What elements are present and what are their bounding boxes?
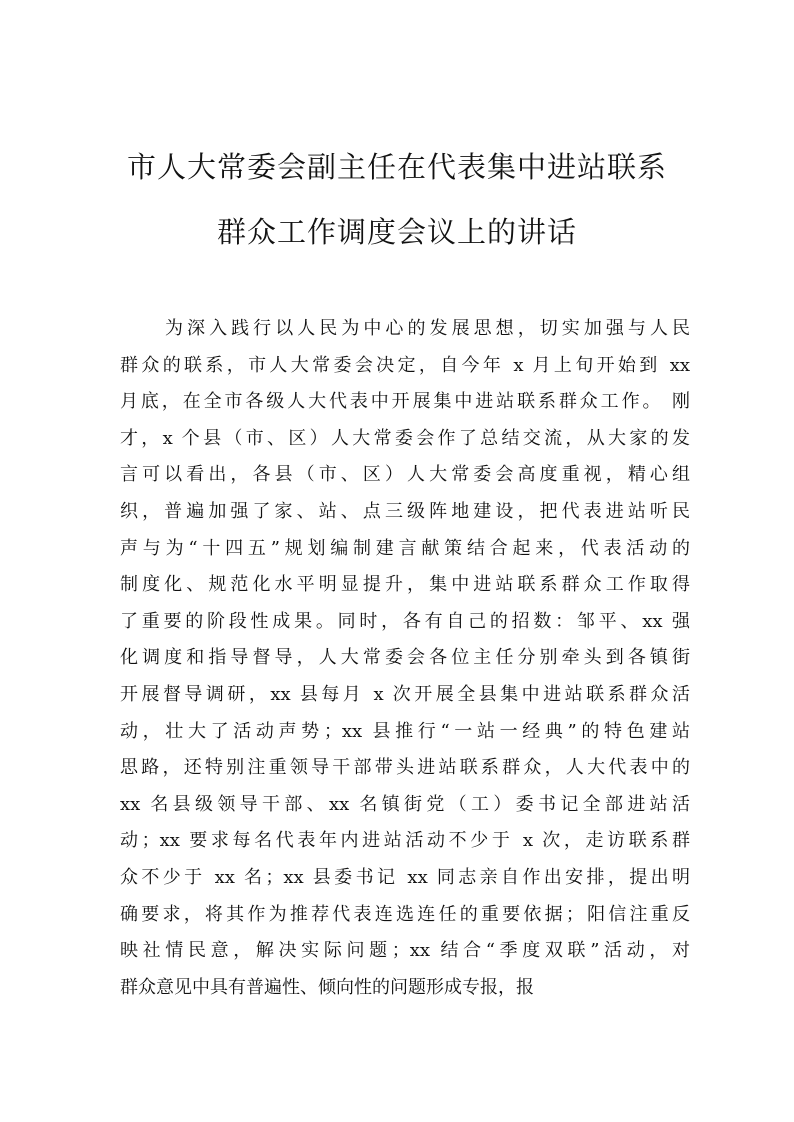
document-title-line-1: 市人大常委会副主任在代表集中进站联系 [126,150,667,184]
paragraph-line: 声与为“十四五”规划编制建言献策结合起来，代表活动的 [120,537,690,559]
paragraph-line: 动，壮大了活动声势；xx 县推行“一站一经典”的特色建站 [120,720,690,742]
paragraph-line: 思路，还特别注重领导干部带头进站联系群众，人大代表中的 [120,757,690,779]
paragraph-line: 开展督导调研，xx 县每月 x 次开展全县集中进站联系群众活 [120,683,690,705]
paragraph-line: 确要求，将其作为推荐代表连选连任的重要依据；阳信注重反 [120,903,690,925]
paragraph-line: 月底，在全市各级人大代表中开展集中进站联系群众工作。 刚 [120,391,690,413]
paragraph-line: 织，普遍加强了家、站、点三级阵地建设，把代表进站听民 [120,500,690,522]
paragraph-line: 言可以看出，各县（市、区）人大常委会高度重视，精心组 [120,464,690,486]
paragraph-line: 众不少于 xx 名；xx 县委书记 xx 同志亲自作出安排，提出明 [120,866,690,888]
paragraph-line: 动；xx 要求每名代表年内进站活动不少于 x 次，走访联系群 [120,830,690,852]
paragraph-line: 群众意见中具有普遍性、倾向性的问题形成专报，报 [120,976,534,998]
paragraph-line: 群众的联系，市人大常委会决定，自今年 x 月上旬开始到 xx [120,354,690,376]
paragraph-line: 制度化、规范化水平明显提升，集中进站联系群众工作取得 [120,574,690,596]
paragraph-line: 为深入践行以人民为中心的发展思想，切实加强与人民 [165,318,690,339]
paragraph-line: xx 名县级领导干部、xx 名镇街党（工）委书记全部进站活 [120,793,690,815]
paragraph-line: 化调度和指导督导，人大常委会各位主任分别牵头到各镇街 [120,647,690,669]
speech-body-paragraph [120,311,690,1006]
paragraph-line: 映社情民意，解决实际问题；xx 结合“季度双联”活动，对 [120,940,690,962]
paragraph-line: 才，x 个县（市、区）人大常委会作了总结交流，从大家的发 [120,427,690,449]
paragraph-line: 了重要的阶段性成果。同时，各有自己的招数：邹平、xx 强 [120,610,690,632]
document-title-line-2: 群众工作调度会议上的讲话 [216,215,577,249]
